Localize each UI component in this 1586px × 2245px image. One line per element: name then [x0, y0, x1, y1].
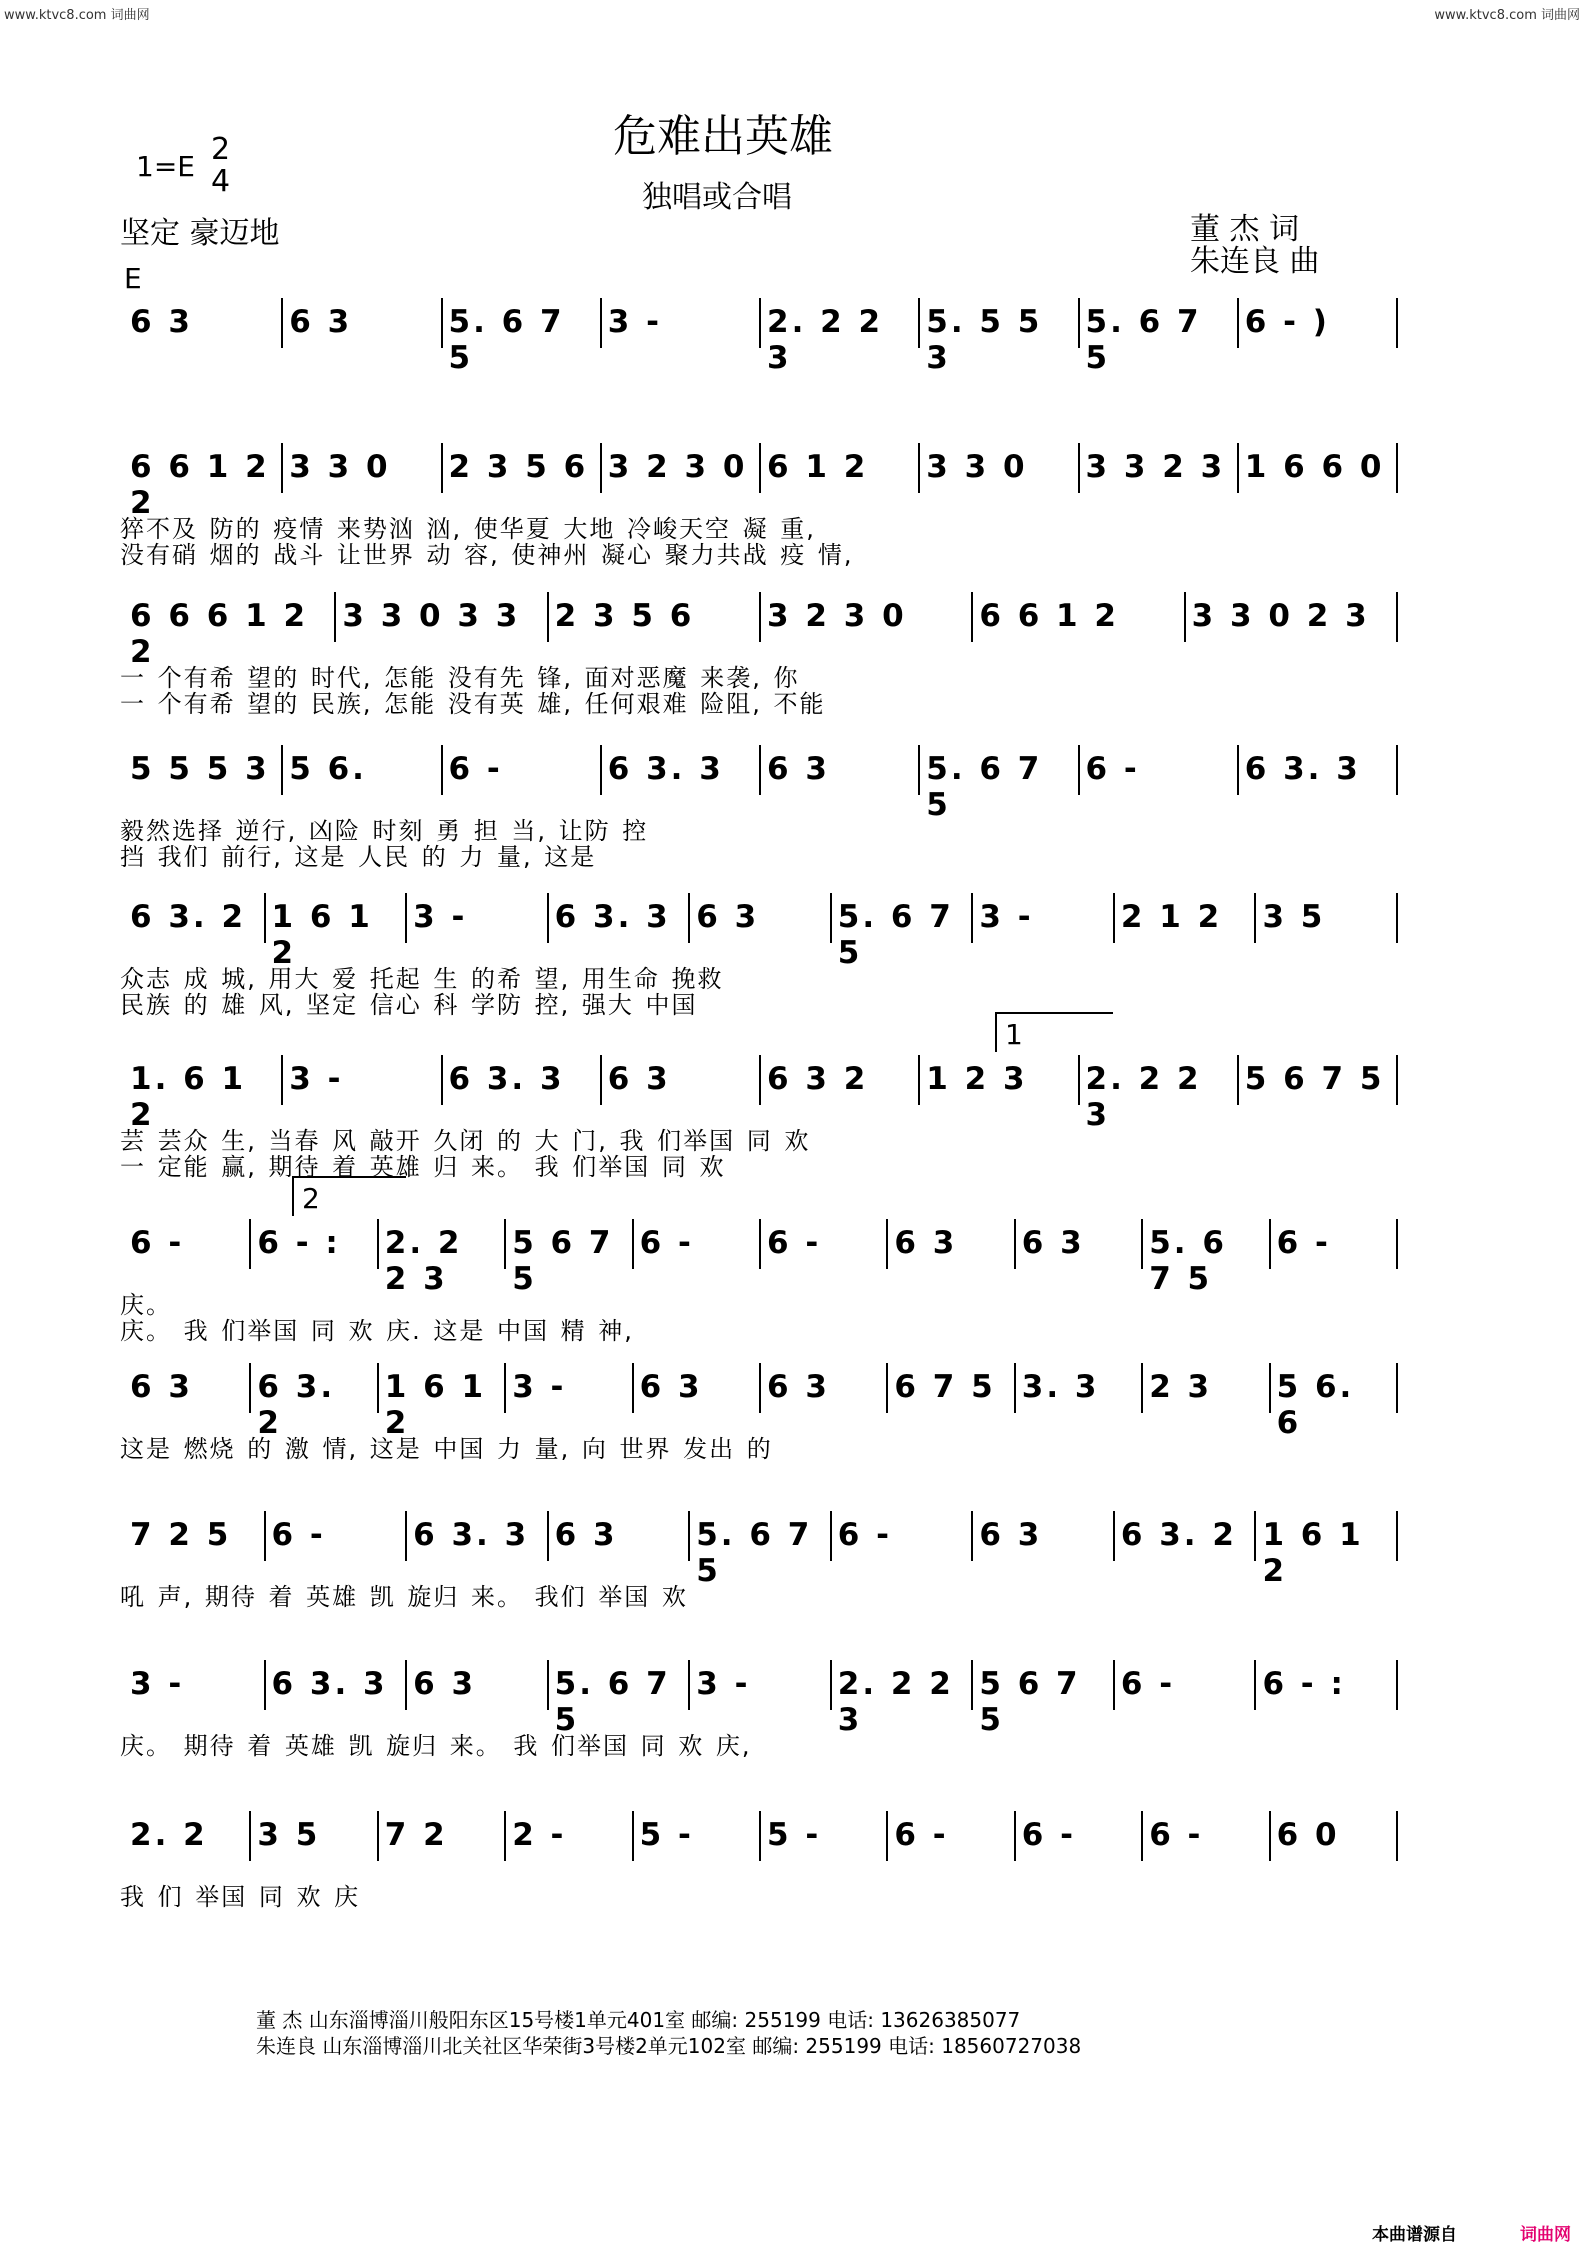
bar-line — [441, 1055, 443, 1105]
lyric-line: 吼 声, 期待 着 英雄 凯 旋归 来。 我们 举国 欢 — [120, 1583, 688, 1611]
measure: 6 3 — [130, 1369, 193, 1405]
measure: 6 3. 3 — [413, 1517, 530, 1553]
measure: 2 - — [512, 1817, 567, 1853]
measure: 6 - — [1021, 1817, 1077, 1853]
bar-line — [688, 1511, 690, 1561]
bar-line — [886, 1363, 888, 1413]
bar-line — [377, 1363, 379, 1413]
second-ending-bracket — [292, 1176, 406, 1216]
measure: 6 - — [767, 1225, 822, 1261]
measure-row — [120, 745, 1410, 823]
bar-line — [759, 745, 761, 795]
measure-row — [120, 893, 1410, 971]
lyric-line: 猝不及 防的 疫情 来势汹 汹, 使华夏 大地 冷峻天空 凝 重, — [120, 515, 816, 543]
watermark-right: www.ktvc8.com 词曲网 — [1434, 8, 1580, 23]
measure: 3 5 — [257, 1817, 321, 1853]
measure: 6 3 — [894, 1225, 958, 1261]
measure: 5 6. — [289, 751, 367, 787]
measure: 6 3 — [1021, 1225, 1085, 1261]
measure: 6 3. 2 — [1120, 1517, 1237, 1553]
lyric-line: 我 们 举国 同 欢 庆 — [120, 1883, 361, 1911]
bar-line — [1113, 1660, 1115, 1710]
lyric-line: 民族 的 雄 风, 坚定 信心 科 学防 控, 强大 中国 — [120, 991, 698, 1019]
bar-line — [1141, 1363, 1143, 1413]
measure: 2 3 5 6 — [554, 598, 695, 634]
meter-bottom: 4 — [211, 164, 231, 199]
bar-line — [281, 1055, 283, 1105]
bar-line — [334, 592, 336, 642]
bar-line — [441, 298, 443, 348]
bar-line — [264, 1660, 266, 1710]
measure: 6 - : — [257, 1225, 341, 1261]
measure: 3 - — [413, 899, 468, 935]
tempo-marking: 坚定 豪迈地 — [120, 216, 280, 251]
measure: 3 3 0 2 3 — [1191, 598, 1370, 634]
bar-line — [759, 298, 761, 348]
measure: 2. 2 2 3 — [1085, 1061, 1202, 1133]
bar-line — [886, 1811, 888, 1861]
measure: 6 3. 3 — [448, 1061, 565, 1097]
measure: 5 6 7 5 — [512, 1225, 614, 1297]
measure: 2. 2 2 3 — [837, 1666, 954, 1738]
measure: 7 2 — [384, 1817, 448, 1853]
bar-line — [281, 298, 283, 348]
bar-line — [1396, 1811, 1398, 1861]
bar-line — [405, 893, 407, 943]
bar-line — [249, 1811, 251, 1861]
bar-line — [632, 1363, 634, 1413]
lyric-line: 庆。 期待 着 英雄 凯 旋归 来。 我 们举国 同 欢 庆, — [120, 1732, 752, 1760]
measure: 6 3. 2 — [257, 1369, 336, 1441]
meter-top: 2 — [211, 132, 231, 167]
bar-line — [1396, 1219, 1398, 1269]
measure: 5 6 7 5 — [979, 1666, 1081, 1738]
lyric-line: 一 个有希 望的 民族, 怎能 没有英 雄, 任何艰难 险阻, 不能 — [120, 690, 826, 718]
lyric-line: 挡 我们 前行, 这是 人民 的 力 量, 这是 — [120, 843, 597, 871]
bar-line — [281, 745, 283, 795]
bar-line — [1078, 298, 1080, 348]
measure: 3 - — [696, 1666, 751, 1702]
measure: 6 3. 3 — [271, 1666, 388, 1702]
measure: 6 3 — [289, 304, 353, 340]
bar-line — [281, 443, 283, 493]
bar-line — [1078, 745, 1080, 795]
bar-line — [918, 745, 920, 795]
bar-line — [1237, 745, 1239, 795]
bar-line — [759, 1219, 761, 1269]
measure: 5. 6 7 5 — [1085, 304, 1202, 376]
measure: 6 3. 3 — [1244, 751, 1361, 787]
measure: 5. 6 7 5 — [448, 304, 565, 376]
measure: 6 3 — [696, 899, 760, 935]
measure: 3 3 0 3 3 — [342, 598, 521, 634]
measure: 3 - — [512, 1369, 567, 1405]
bar-line — [547, 893, 549, 943]
bar-line — [1014, 1811, 1016, 1861]
measure: 2 3 5 6 — [448, 449, 589, 485]
bar-line — [971, 893, 973, 943]
bar-line — [504, 1811, 506, 1861]
bar-line — [918, 1055, 920, 1105]
measure: 3 2 3 0 — [767, 598, 907, 634]
bar-line — [886, 1219, 888, 1269]
measure-row — [120, 1660, 1410, 1738]
measure: 6 3 — [767, 1369, 830, 1405]
measure: 6 - — [1120, 1666, 1176, 1702]
measure: 1 6 1 2 — [384, 1369, 487, 1441]
measure: 2 1 2 — [1120, 899, 1223, 935]
measure-row — [120, 592, 1410, 670]
measure: 5. 5 5 3 — [926, 304, 1043, 376]
bar-line — [1237, 443, 1239, 493]
source-label: 本曲谱源自 — [1372, 2225, 1457, 2245]
bar-line — [405, 1660, 407, 1710]
bar-line — [264, 1511, 266, 1561]
measure: 6 3 — [554, 1517, 618, 1553]
measure: 3 2 3 0 — [607, 449, 748, 485]
measure: 1. 6 1 2 — [130, 1061, 247, 1133]
measure: 1 2 3 — [926, 1061, 1028, 1097]
measure: 1 6 1 2 — [271, 899, 373, 971]
bar-line — [632, 1811, 634, 1861]
measure: 6 7 5 — [894, 1369, 996, 1405]
bar-line — [249, 1363, 251, 1413]
bar-line — [1269, 1363, 1271, 1413]
bar-line — [547, 1511, 549, 1561]
bar-line — [830, 1660, 832, 1710]
chord-label: E — [124, 262, 142, 295]
measure: 3. 3 — [1021, 1369, 1100, 1405]
measure: 5. 6 7 5 — [554, 1666, 671, 1738]
measure: 6 3 — [767, 751, 830, 787]
measure: 6 3. 3 — [554, 899, 671, 935]
measure: 1 6 1 2 — [1262, 1517, 1364, 1589]
bar-line — [600, 745, 602, 795]
bar-line — [971, 592, 973, 642]
measure: 6 - — [837, 1517, 892, 1553]
bar-line — [688, 893, 690, 943]
bar-line — [1396, 893, 1398, 943]
measure: 5. 6 7 5 — [1149, 1225, 1227, 1297]
lyric-line: 这是 燃烧 的 激 情, 这是 中国 力 量, 向 世界 发出 的 — [120, 1435, 773, 1463]
bar-line — [632, 1219, 634, 1269]
bar-line — [600, 443, 602, 493]
lyricist-credit: 董 杰 词 — [1190, 212, 1300, 247]
song-subtitle: 独唱或合唱 — [642, 180, 792, 215]
measure: 3 5 — [1262, 899, 1326, 935]
bar-line — [1254, 1660, 1256, 1710]
bar-line — [1396, 1511, 1398, 1561]
measure-row — [120, 1811, 1410, 1867]
bar-line — [1396, 1660, 1398, 1710]
bar-line — [1254, 893, 1256, 943]
measure-row — [120, 1219, 1410, 1297]
lyric-line: 庆。 我 们举国 同 欢 庆. 这是 中国 精 神, — [120, 1317, 634, 1345]
measure: 3 - — [607, 304, 662, 340]
measure: 6 - — [271, 1517, 326, 1553]
measure: 5 5 5 3 — [130, 751, 270, 787]
bar-line — [1396, 1363, 1398, 1413]
bar-line — [1396, 1055, 1398, 1105]
measure: 6 3 — [979, 1517, 1043, 1553]
time-signature — [211, 134, 230, 198]
bar-line — [405, 1511, 407, 1561]
bar-line — [759, 1811, 761, 1861]
bar-line — [504, 1219, 506, 1269]
measure: 6 - — [1276, 1225, 1331, 1261]
bar-line — [918, 443, 920, 493]
bar-line — [1396, 745, 1398, 795]
measure: 6 - — [1085, 751, 1140, 787]
bar-line — [1254, 1511, 1256, 1561]
measure: 7 2 5 — [130, 1517, 232, 1553]
measure: 6 3. 2 — [130, 899, 247, 935]
lyric-line: 众志 成 城, 用大 爱 托起 生 的希 望, 用生命 挽救 — [120, 965, 724, 993]
measure: 6 - — [1149, 1817, 1204, 1853]
bar-line — [547, 1660, 549, 1710]
bar-line — [1396, 443, 1398, 493]
first-ending-bracket — [995, 1012, 1113, 1052]
bar-line — [971, 1511, 973, 1561]
bar-line — [759, 592, 761, 642]
bar-line — [1141, 1219, 1143, 1269]
song-title: 危难出英雄 — [613, 111, 833, 162]
bar-line — [547, 592, 549, 642]
measure: 1 6 6 0 — [1244, 449, 1385, 485]
measure-row — [120, 443, 1410, 521]
bar-line — [249, 1219, 251, 1269]
bar-line — [1078, 443, 1080, 493]
measure: 6 6 6 1 2 2 — [130, 598, 309, 670]
bar-line — [377, 1219, 379, 1269]
measure: 6 - — [894, 1817, 949, 1853]
measure: 6 3 — [639, 1369, 703, 1405]
measure: 3 - — [289, 1061, 344, 1097]
key-signature: 1=E — [136, 150, 195, 183]
bar-line — [1113, 893, 1115, 943]
measure: 6 3 — [413, 1666, 477, 1702]
bar-line — [441, 443, 443, 493]
measure: 5 6 7 5 — [1244, 1061, 1385, 1097]
lyric-line: 庆。 — [120, 1291, 172, 1319]
measure: 6 1 2 — [767, 449, 869, 485]
lyric-line: 芸 芸众 生, 当春 风 敲开 久闭 的 大 门, 我 们举国 同 欢 — [120, 1127, 811, 1155]
measure: 6 6 1 2 2 — [130, 449, 270, 521]
bar-line — [377, 1811, 379, 1861]
measure: 6 3 — [607, 1061, 671, 1097]
measure: 2 3 — [1149, 1369, 1213, 1405]
footer-contact-2: 朱连良 山东淄博淄川北关社区华荣街3号楼2单元102室 邮编: 255199 电话: 18560727038 — [256, 2034, 1082, 2058]
measure: 5 - — [639, 1817, 694, 1853]
measure: 5. 6 7 5 — [696, 1517, 813, 1589]
bar-line — [918, 298, 920, 348]
measure: 2. 2 — [130, 1817, 208, 1853]
watermark-left: www.ktvc8.com 词曲网 — [4, 8, 150, 23]
bar-line — [688, 1660, 690, 1710]
bar-line — [600, 298, 602, 348]
bar-line — [1078, 1055, 1080, 1105]
bar-line — [1396, 298, 1398, 348]
measure: 6 - ) — [1244, 304, 1330, 340]
bar-line — [971, 1660, 973, 1710]
measure: 5. 6 7 5 — [837, 899, 954, 971]
measure: 6 6 1 2 — [979, 598, 1119, 634]
bar-line — [1237, 298, 1239, 348]
measure: 2. 2 2 3 — [767, 304, 884, 376]
measure: 6 3 2 — [767, 1061, 869, 1097]
bar-line — [1014, 1219, 1016, 1269]
bar-line — [1396, 592, 1398, 642]
lyric-line: 毅然选择 逆行, 凶险 时刻 勇 担 当, 让防 控 — [120, 817, 649, 845]
footer-contact-1: 董 杰 山东淄博淄川般阳东区15号楼1单元401室 邮编: 255199 电话: 13626385077 — [256, 2008, 1021, 2032]
bar-line — [1014, 1363, 1016, 1413]
measure: 6 3. 3 — [607, 751, 724, 787]
measure: 5 6. 6 — [1276, 1369, 1355, 1441]
measure-row — [120, 1511, 1410, 1589]
bar-line — [830, 893, 832, 943]
measure: 6 - — [130, 1225, 185, 1261]
measure: 3 3 2 3 — [1085, 449, 1226, 485]
lyric-line: 一 定能 赢, 期待 着 英雄 归 来。 我 们举国 同 欢 — [120, 1153, 726, 1181]
measure: 3 - — [130, 1666, 185, 1702]
measure: 3 3 0 — [289, 449, 391, 485]
bar-line — [600, 1055, 602, 1105]
lyric-line: 没有硝 烟的 战斗 让世界 动 容, 使神州 凝心 聚力共战 疫 情, — [120, 541, 854, 569]
bar-line — [441, 745, 443, 795]
measure-row — [120, 1055, 1410, 1133]
composer-credit: 朱连良 曲 — [1190, 244, 1320, 279]
measure: 6 3 — [130, 304, 193, 340]
measure: 6 0 — [1276, 1817, 1340, 1853]
bar-line — [264, 893, 266, 943]
measure: 6 - — [639, 1225, 694, 1261]
bar-line — [830, 1511, 832, 1561]
brand-logo: 词曲网 — [1520, 2225, 1571, 2245]
bar-line — [1269, 1219, 1271, 1269]
ending-number: 1 — [1005, 1018, 1023, 1051]
bar-line — [504, 1363, 506, 1413]
lyric-line: 一 个有希 望的 时代, 怎能 没有先 锋, 面对恶魔 来袭, 你 — [120, 664, 800, 692]
bar-line — [1141, 1811, 1143, 1861]
bar-line — [1237, 1055, 1239, 1105]
bar-line — [759, 1363, 761, 1413]
bar-line — [759, 1055, 761, 1105]
ending-number: 2 — [302, 1182, 320, 1215]
measure-row — [120, 298, 1410, 376]
measure: 3 - — [979, 899, 1034, 935]
bar-line — [1113, 1511, 1115, 1561]
bar-line — [759, 443, 761, 493]
measure: 6 - : — [1262, 1666, 1346, 1702]
bar-line — [1269, 1811, 1271, 1861]
measure: 5 - — [767, 1817, 822, 1853]
measure-row — [120, 1363, 1410, 1441]
measure: 3 3 0 — [926, 449, 1028, 485]
measure: 5. 6 7 5 — [926, 751, 1043, 823]
measure: 6 - — [448, 751, 503, 787]
measure: 2. 2 2 3 — [384, 1225, 463, 1297]
bar-line — [1184, 592, 1186, 642]
